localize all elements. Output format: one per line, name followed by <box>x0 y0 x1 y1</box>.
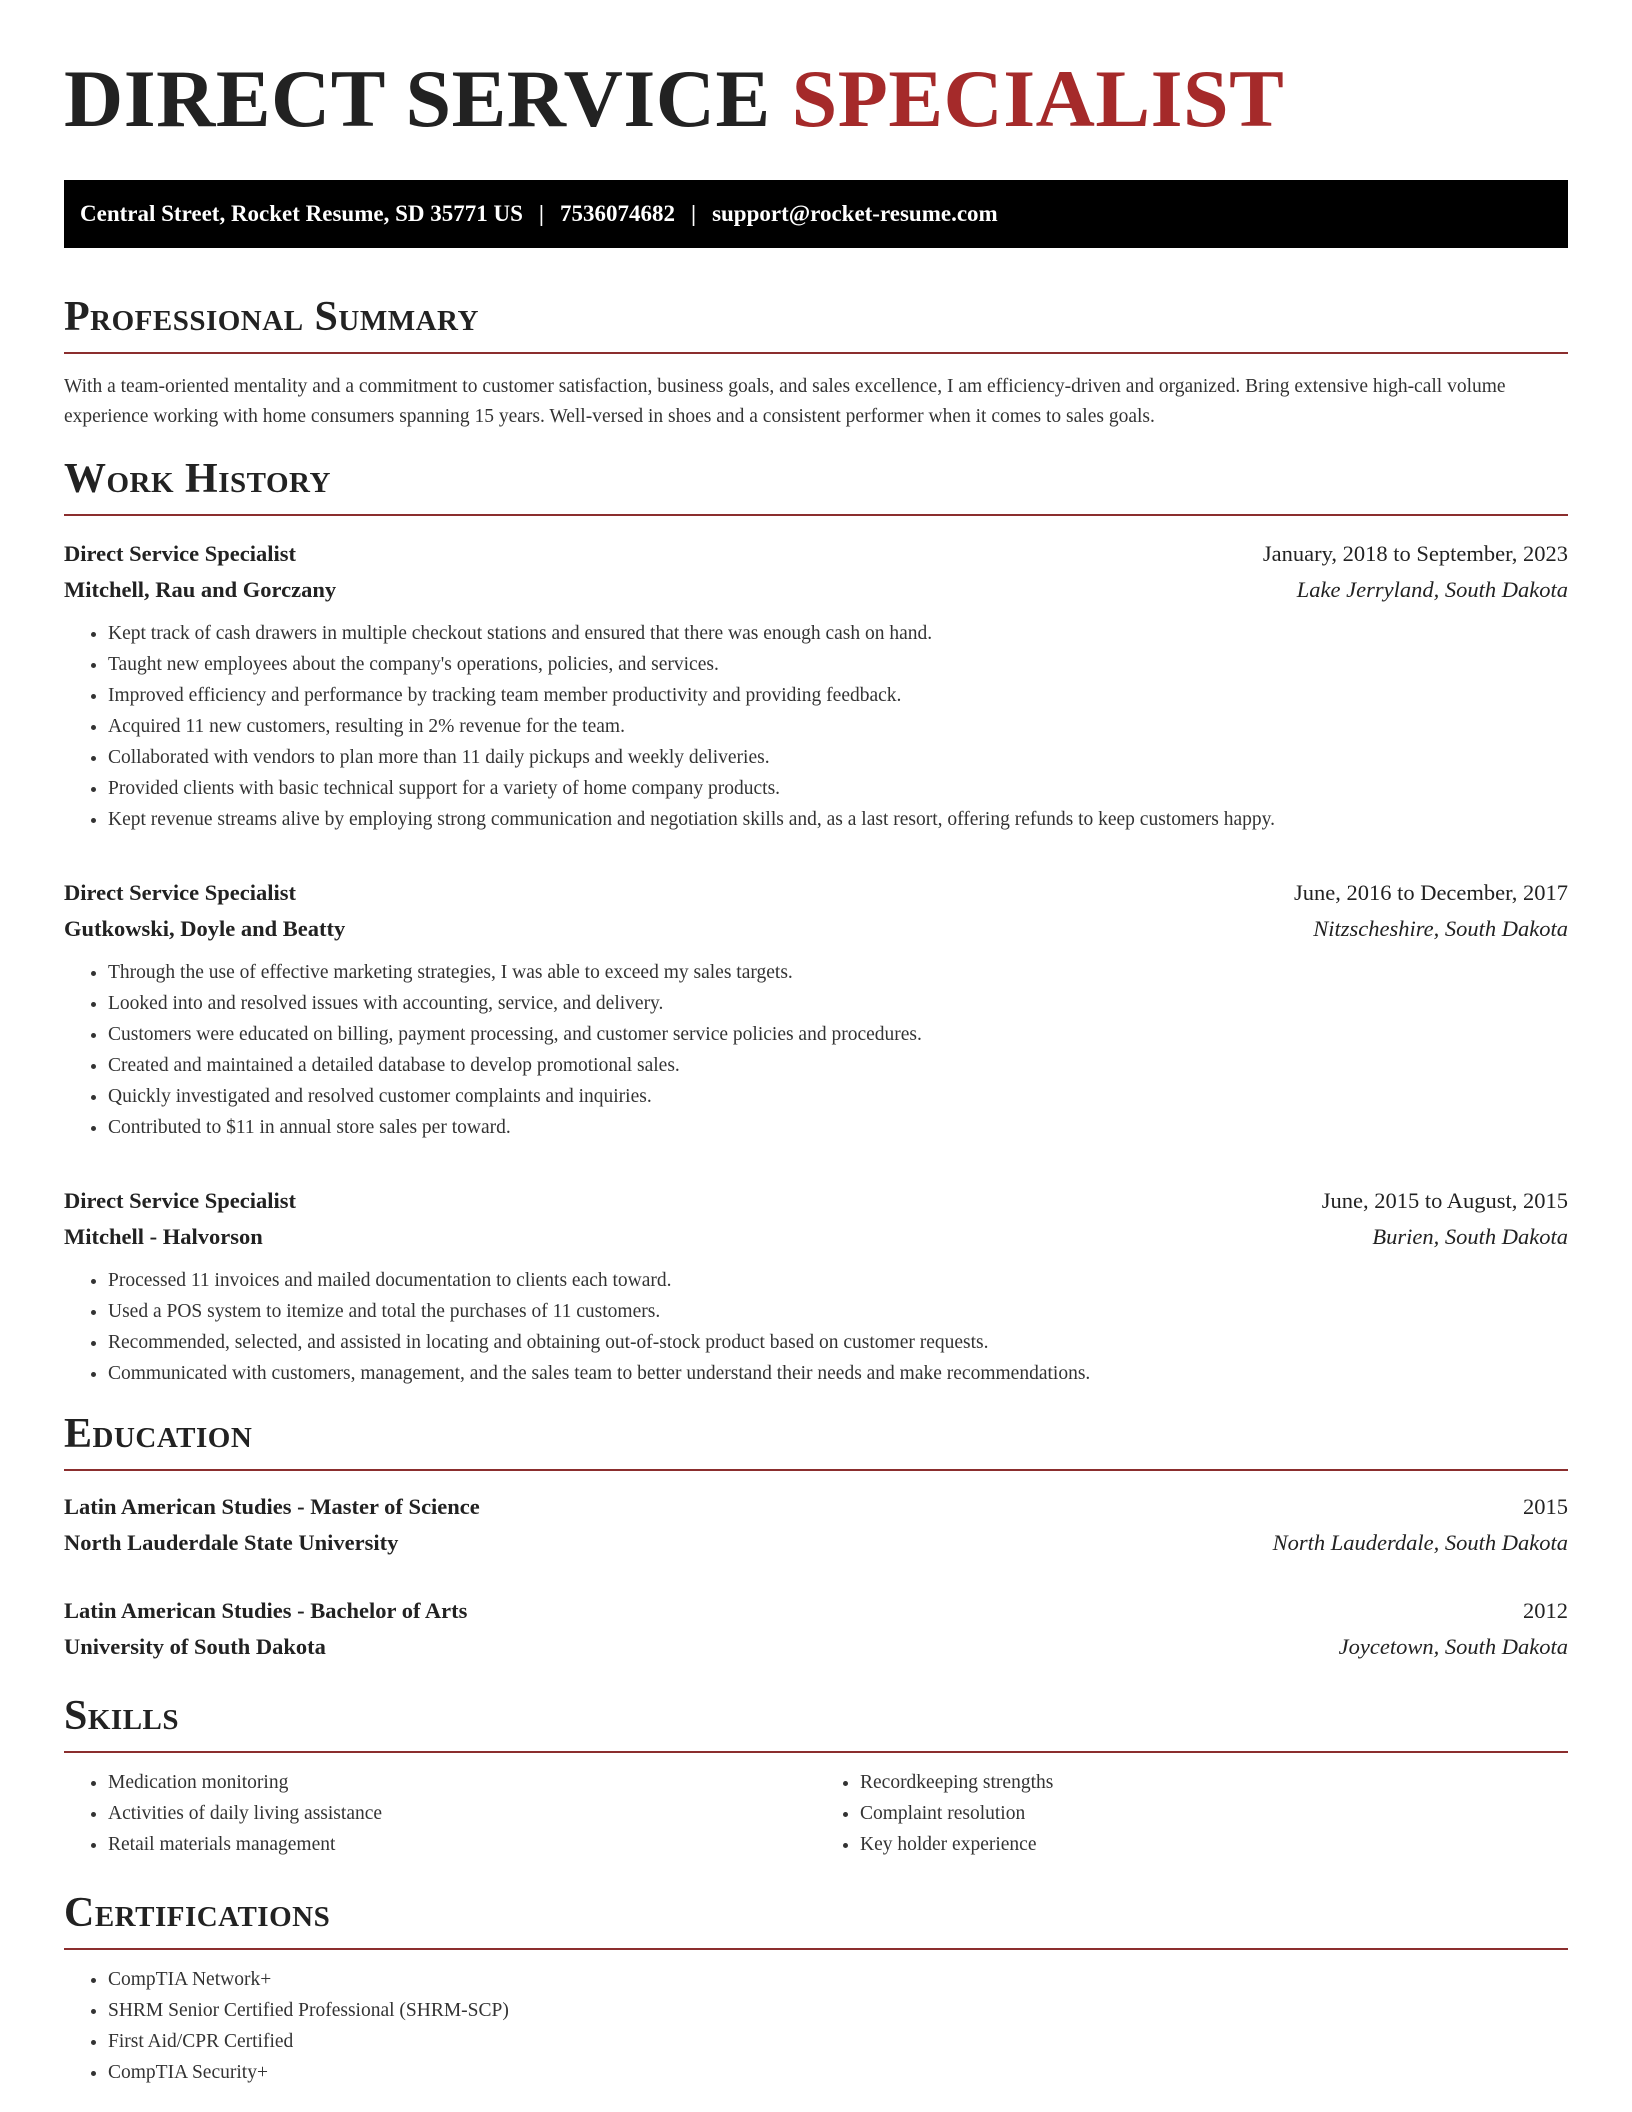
list-item: • Looked into and resolved issues with accounting, service, and delivery. <box>108 988 1568 1019</box>
job-entry <box>64 1183 1568 1389</box>
job-bullets <box>64 1265 1568 1389</box>
section-title: Work History <box>64 458 1568 516</box>
list-item: • Used a POS system to itemize and total the purchases of 11 customers. <box>108 1296 1568 1327</box>
list-item: • Improved efficiency and performance by tracking team member productivity and providing feedback. <box>108 680 1568 711</box>
section-title: Education <box>64 1413 1568 1471</box>
work-history-section <box>64 458 1568 1389</box>
job-role: Direct Service Specialist <box>64 541 297 566</box>
list-item: • First Aid/CPR Certified <box>108 2026 1568 2057</box>
job-location: Burien, South Dakota <box>1372 1224 1568 1249</box>
skills-list-left <box>64 1767 816 1860</box>
list-item: • Provided clients with basic technical support for a variety of home company products. <box>108 773 1568 804</box>
job-role: Direct Service Specialist <box>64 1188 297 1213</box>
contact-bar <box>64 180 1568 248</box>
contact-separator: | <box>690 201 697 226</box>
job-entry <box>64 536 1568 835</box>
list-item: • Medication monitoring <box>108 1767 816 1798</box>
education-section <box>64 1413 1568 1665</box>
education-location: Joycetown, South Dakota <box>1338 1634 1568 1659</box>
education-entry <box>64 1489 1568 1561</box>
job-company: Mitchell, Rau and Gorczany <box>64 577 337 602</box>
skills-list-right <box>816 1767 1568 1860</box>
summary-section <box>64 296 1568 432</box>
list-item: • Activities of daily living assistance <box>108 1798 816 1829</box>
education-location: North Lauderdale, South Dakota <box>1272 1530 1568 1555</box>
job-dates: June, 2016 to December, 2017 <box>1293 880 1568 905</box>
list-item: • Recommended, selected, and assisted in locating and obtaining out-of-stock product based on customer requests. <box>108 1327 1568 1358</box>
section-title: Certifications <box>64 1892 1568 1950</box>
list-item: • Acquired 11 new customers, resulting in 2% revenue for the team. <box>108 711 1568 742</box>
name-accent-part: SPECIALIST <box>791 53 1285 144</box>
list-item: • Created and maintained a detailed database to develop promotional sales. <box>108 1050 1568 1081</box>
list-item: • Kept revenue streams alive by employing strong communication and negotiation skills and, as a last resort, offering refunds to keep customers happy. <box>108 804 1568 835</box>
education-school: North Lauderdale State University <box>64 1530 399 1555</box>
education-school: University of South Dakota <box>64 1634 326 1659</box>
list-item: • Kept track of cash drawers in multiple checkout stations and ensured that there was enough cash on hand. <box>108 618 1568 649</box>
contact-phone: 7536074682 <box>559 201 675 226</box>
list-item: • Quickly investigated and resolved customer complaints and inquiries. <box>108 1081 1568 1112</box>
certifications-list <box>64 1964 1568 2088</box>
job-entry <box>64 875 1568 1143</box>
list-item: • Communicated with customers, management, and the sales team to better understand their needs and make recommendations. <box>108 1358 1568 1389</box>
list-item: • Retail materials management <box>108 1829 816 1860</box>
job-dates: January, 2018 to September, 2023 <box>1262 541 1568 566</box>
list-item: • Taught new employees about the company's operations, policies, and services. <box>108 649 1568 680</box>
list-item: • SHRM Senior Certified Professional (SHRM-SCP) <box>108 1995 1568 2026</box>
list-item: • Recordkeeping strengths <box>860 1767 1568 1798</box>
list-item: • CompTIA Network+ <box>108 1964 1568 1995</box>
list-item: • Contributed to $11 in annual store sales per toward. <box>108 1112 1568 1143</box>
list-item: • Customers were educated on billing, payment processing, and customer service policies and procedures. <box>108 1019 1568 1050</box>
list-item: • Processed 11 invoices and mailed documentation to clients each toward. <box>108 1265 1568 1296</box>
education-year: 2015 <box>1523 1494 1568 1519</box>
skills-columns <box>64 1767 1568 1860</box>
resume-page <box>64 0 1568 2088</box>
contact-email: support@rocket-resume.com <box>712 201 998 226</box>
job-company: Mitchell - Halvorson <box>64 1224 263 1249</box>
contact-address: Central Street, Rocket Resume, SD 35771 US <box>80 201 523 226</box>
job-company: Gutkowski, Doyle and Beatty <box>64 916 346 941</box>
skills-section <box>64 1695 1568 1860</box>
job-dates: June, 2015 to August, 2015 <box>1321 1188 1568 1213</box>
job-role: Direct Service Specialist <box>64 880 297 905</box>
list-item: • Collaborated with vendors to plan more than 11 daily pickups and weekly deliveries. <box>108 742 1568 773</box>
summary-text: With a team-oriented mentality and a commitment to customer satisfaction, business goals, and sales excellence, I am efficiency-driven and organized. Bring extensive high-call volume experience working with home consumers spanning 15 years. Well-versed in shoes and a consistent performer when it comes to sales goals. <box>64 376 1506 427</box>
job-bullets <box>64 618 1568 835</box>
certifications-section <box>64 1892 1568 2088</box>
list-item: • Complaint resolution <box>860 1798 1568 1829</box>
education-entry <box>64 1593 1568 1665</box>
list-item: • CompTIA Security+ <box>108 2057 1568 2088</box>
list-item: • Through the use of effective marketing strategies, I was able to exceed my sales targets. <box>108 957 1568 988</box>
education-degree: Latin American Studies - Master of Science <box>64 1494 480 1519</box>
section-title: Professional Summary <box>64 296 1568 354</box>
education-year: 2012 <box>1523 1598 1568 1623</box>
job-location: Nitzscheshire, South Dakota <box>1313 916 1568 941</box>
job-location: Lake Jerryland, South Dakota <box>1296 577 1568 602</box>
job-bullets <box>64 957 1568 1143</box>
page-title <box>64 53 1568 144</box>
contact-separator: | <box>538 201 544 226</box>
education-degree: Latin American Studies - Bachelor of Arts <box>64 1598 468 1623</box>
section-title: Skills <box>64 1695 1568 1753</box>
name-first-part: DIRECT SERVICE <box>64 53 771 144</box>
list-item: • Key holder experience <box>860 1829 1568 1860</box>
